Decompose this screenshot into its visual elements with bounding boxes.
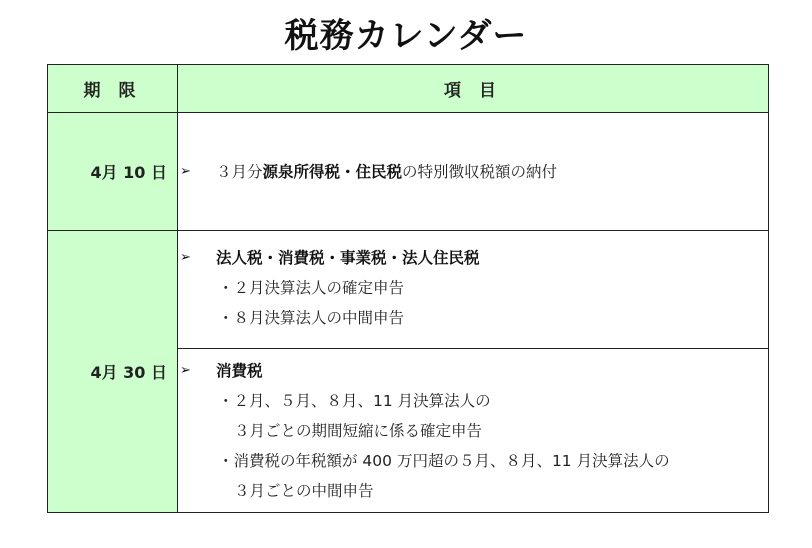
list-item: ・８月決算法人の中間申告 <box>218 308 405 327</box>
table-row <box>48 231 769 349</box>
header-items: 項 目 <box>178 65 769 113</box>
arrow-bullet-icon: ➢ <box>180 163 191 179</box>
header-deadline: 期 限 <box>48 65 178 113</box>
item-cell <box>178 349 769 513</box>
item-cell <box>178 231 769 349</box>
list-item: ・２月、５月、８月、11 月決算法人の <box>218 391 491 410</box>
item-cell <box>178 113 769 231</box>
item-text: ３月分源泉所得税・住民税の特別徴収税額の納付 <box>216 162 558 181</box>
list-item: ３月ごとの期間短縮に係る確定申告 <box>234 421 483 440</box>
tax-calendar-table <box>47 64 769 513</box>
deadline-date: 4月 30 日 <box>48 231 178 513</box>
table-row <box>48 113 769 231</box>
deadline-date: 4月 10 日 <box>48 113 178 231</box>
page-title: 税務カレンダー <box>284 16 528 56</box>
item-heading: 法人税・消費税・事業税・法人住民税 <box>216 248 480 267</box>
item-heading: 消費税 <box>216 361 263 380</box>
arrow-bullet-icon: ➢ <box>180 362 191 378</box>
table-header-row <box>48 65 769 113</box>
arrow-bullet-icon: ➢ <box>180 249 191 265</box>
list-item: ・２月決算法人の確定申告 <box>218 278 405 297</box>
list-item: ・消費税の年税額が 400 万円超の５月、８月、11 月決算法人の <box>218 451 670 470</box>
list-item: ３月ごとの中間申告 <box>234 481 374 500</box>
